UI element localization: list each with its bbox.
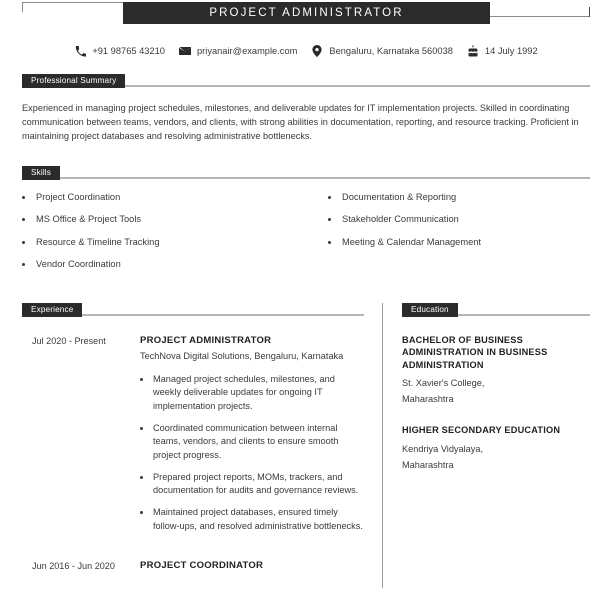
- list-item: [22, 191, 306, 204]
- section-tab-skills: Skills: [22, 166, 60, 180]
- bullet-icon: [328, 241, 331, 244]
- skill-label: Vendor Coordination: [36, 259, 121, 270]
- education-degree: HIGHER SECONDARY EDUCATION: [402, 425, 561, 436]
- skills-header: [22, 166, 590, 180]
- professional-summary-section: [22, 74, 590, 144]
- skill-label: Resource & Timeline Tracking: [36, 236, 160, 247]
- experience-role: PROJECT ADMINISTRATOR: [140, 334, 272, 346]
- experience-entry: [22, 334, 364, 542]
- experience-date: Jul 2020 - Present: [32, 335, 106, 346]
- section-rule-skills: [60, 177, 590, 179]
- contact-location-text: Bengaluru, Karnataka 560038: [329, 46, 453, 56]
- education-entry: [402, 334, 590, 408]
- skills-column-right: [306, 191, 590, 281]
- experience-section: [22, 303, 382, 588]
- education-degree: BACHELOR OF BUSINESS ADMINISTRATION IN BUSINESS ADMINISTRATION: [402, 334, 548, 370]
- skill-label: Project Coordination: [36, 191, 121, 202]
- list-item: [140, 373, 364, 413]
- experience-entry: [22, 559, 364, 573]
- contact-phone-text: +91 98765 43210: [92, 46, 165, 56]
- experience-details: [140, 334, 364, 542]
- section-tab-summary: Professional Summary: [22, 74, 125, 88]
- professional-summary-text: Experienced in managing project schedules, milestones, and deliverable updates for IT implementation projects. Skilled in coordinating communication between teams, vendors, and clients, with strong abilities in documentation, reporting, and resource tracking. Proficient in maintaining project databases and resolving administrative bottlenecks.: [22, 103, 579, 142]
- education-school-line: St. Xavier's College,: [402, 378, 485, 389]
- page-title: PROJECT ADMINISTRATOR: [123, 2, 490, 24]
- bullet-icon: [22, 196, 25, 199]
- skill-label: Stakeholder Communication: [342, 214, 459, 225]
- resume-header-band: [0, 2, 612, 28]
- bullet-icon: [22, 218, 25, 221]
- contact-location: [311, 45, 453, 57]
- list-item: [140, 506, 364, 533]
- skill-label: MS Office & Project Tools: [36, 214, 142, 225]
- section-tab-experience: Experience: [22, 303, 82, 317]
- experience-date: Jun 2016 - Jun 2020: [32, 561, 115, 572]
- experience-bullet-text: Managed project schedules, milestones, and weekly deliverable updates for ongoing IT implementation projects.: [153, 374, 335, 411]
- list-item: [140, 422, 364, 462]
- contact-phone: [74, 45, 165, 57]
- experience-role: PROJECT COORDINATOR: [140, 560, 264, 572]
- bullet-icon: [140, 427, 143, 430]
- header-rule-left-tick: [22, 2, 23, 12]
- experience-bullets: [140, 373, 364, 533]
- education-school-line: Maharashtra: [402, 394, 454, 405]
- bullet-icon: [328, 196, 331, 199]
- skill-label: Meeting & Calendar Management: [342, 236, 482, 247]
- list-item: [328, 236, 590, 249]
- section-rule-education: [458, 314, 590, 316]
- education-school: [402, 375, 590, 407]
- education-school-line: Kendriya Vidyalaya,: [402, 443, 484, 454]
- list-item: [328, 213, 590, 226]
- phone-icon: [74, 45, 86, 57]
- email-icon: [179, 45, 191, 57]
- list-item: [140, 471, 364, 498]
- contact-row: [0, 45, 612, 57]
- professional-summary-header: [22, 74, 590, 88]
- skills-columns: [22, 191, 590, 281]
- experience-bullet-text: Coordinated communication between internal teams, vendors, and clients to ensure smooth project progress.: [153, 423, 339, 460]
- bullet-icon: [140, 511, 143, 514]
- experience-bullet-text: Maintained project databases, ensured timely follow-ups, and resolved administrative bottlenecks.: [153, 507, 363, 531]
- bullet-icon: [140, 476, 143, 479]
- education-section: [383, 303, 590, 588]
- contact-email-text: priyanair@example.com: [196, 46, 298, 56]
- bullet-icon: [22, 241, 25, 244]
- education-school: [402, 441, 590, 473]
- bullet-icon: [328, 218, 331, 221]
- bullet-icon: [140, 378, 143, 381]
- contact-birthdate: [467, 45, 538, 57]
- header-rule-right: [490, 16, 590, 17]
- experience-bullet-text: Prepared project reports, MOMs, trackers, and documentation for audits and governance reviews.: [153, 471, 359, 496]
- birthday-cake-icon: [467, 45, 479, 57]
- skills-section: [22, 166, 590, 281]
- header-rule-right-tick: [589, 7, 590, 17]
- main-columns: [22, 303, 590, 588]
- header-rule-left: [22, 2, 124, 3]
- education-entry: [402, 424, 590, 473]
- list-item: [22, 236, 306, 249]
- section-rule-experience: [82, 314, 364, 316]
- list-item: [328, 191, 590, 204]
- contact-birthdate-text: 14 July 1992: [484, 46, 538, 56]
- section-rule-summary: [125, 85, 590, 87]
- contact-email: [179, 45, 297, 57]
- experience-organization: TechNova Digital Solutions, Bengaluru, Karnataka: [140, 350, 344, 361]
- section-tab-education: Education: [402, 303, 458, 317]
- skill-label: Documentation & Reporting: [342, 191, 457, 202]
- list-item: [22, 213, 306, 226]
- experience-header: [22, 303, 364, 317]
- education-school-line: Maharashtra: [402, 459, 454, 470]
- skills-column-left: [22, 191, 306, 281]
- location-pin-icon: [311, 45, 323, 57]
- experience-details: [140, 559, 364, 573]
- list-item: [22, 258, 306, 271]
- bullet-icon: [22, 263, 25, 266]
- education-header: [402, 303, 590, 317]
